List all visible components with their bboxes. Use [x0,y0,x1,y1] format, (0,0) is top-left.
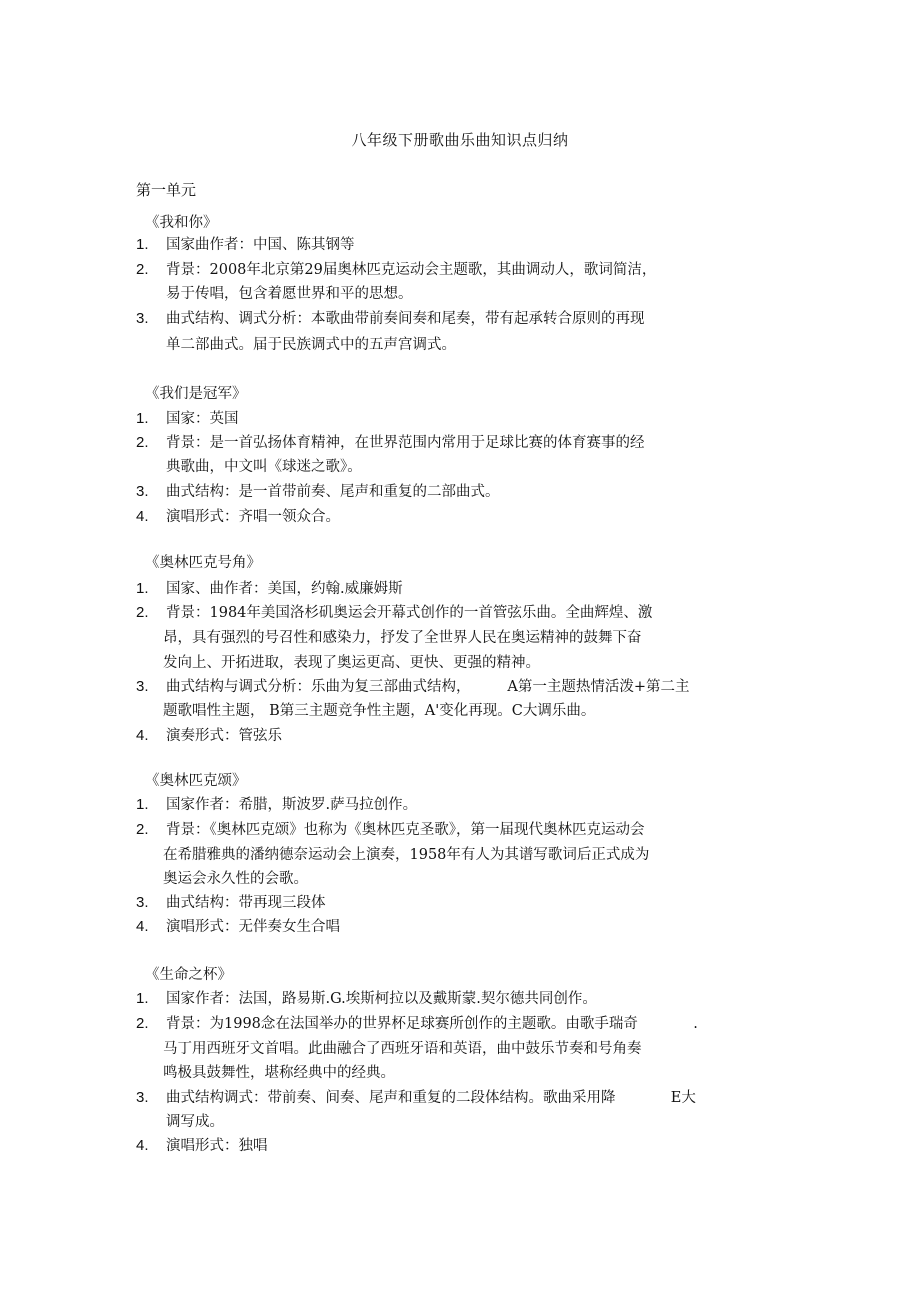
item-text-cont: 发向上、开拓进取，表现了奥运更高、更快、更强的精神。 [163,655,540,671]
song-title: 《我们是冠军》 [145,386,247,402]
document-title: 八年级下册歌曲乐曲知识点归纳 [351,131,569,149]
item-text: 曲式结构、调式分析：本歌曲带前奏间奏和尾奏，带有起承转合原则的再现 [166,311,645,327]
item-number: 1. [136,410,149,427]
item-number: 3. [136,1089,149,1106]
item-text: 国家作者：希腊，斯波罗.萨马拉创作。 [166,797,418,813]
item-text: 背景：《奥林匹克颂》也称为《奥林匹克圣歌》，第一届现代奥林匹克运动会 [166,822,645,838]
item-text: 背景：1984年美国洛杉矶奥运会开幕式创作的一首管弦乐曲。全曲辉煌、激 [166,605,653,621]
item-number: 2. [136,604,149,621]
item-number: 4. [136,1137,149,1154]
item-text-cont: 易于传唱，包含着愿世界和平的思想。 [166,286,413,302]
item-text-cont: 昂，具有强烈的号召性和感染力，抒发了全世界人民在奥运精神的鼓舞下奋 [163,630,642,646]
item-number: 1. [136,580,149,597]
item-text: 曲式结构与调式分析：乐曲为复三部曲式结构， A第一主题热情活泼+第二主 [166,679,690,695]
item-text: 国家曲作者：中国、陈其钢等 [166,237,355,253]
item-number: 3. [136,894,149,911]
item-text: 演唱形式：独唱 [166,1138,268,1154]
item-number: 4. [136,508,149,525]
item-text-cont: 题歌唱性主题， B第三主题竞争性主题，A'变化再现。C大调乐曲。 [163,703,596,719]
song-title: 《奥林匹克颂》 [145,773,247,789]
item-text-cont: 典歌曲，中文叫《球迷之歌》。 [166,459,362,475]
item-text: 背景：是一首弘扬体育精神，在世界范围内常用于足球比赛的体育赛事的经 [166,435,645,451]
item-number: 3. [136,678,149,695]
item-number: 3. [136,310,149,327]
item-text-cont: 鸣极具鼓舞性，堪称经典中的经典。 [163,1065,395,1081]
item-number: 2. [136,261,149,278]
item-text-cont: 奥运会永久性的会歌。 [163,871,308,887]
item-text: 国家作者：法国，路易斯.G.埃斯柯拉以及戴斯蒙.契尔德共同创作。 [166,991,597,1007]
item-text: 演奏形式：管弦乐 [166,728,282,744]
item-text: 曲式结构：带再现三段体 [166,895,326,911]
item-text-cont: 马丁用西班牙文首唱。此曲融合了西班牙语和英语，曲中鼓乐节奏和号角奏 [163,1041,642,1057]
item-text: 国家：英国 [166,411,239,427]
song-title: 《奥林匹克号角》 [145,555,261,571]
item-number: 3. [136,483,149,500]
item-number: 2. [136,821,149,838]
song-title: 《我和你》 [145,215,218,231]
song-title: 《生命之杯》 [145,967,232,983]
item-text: 国家、曲作者：美国，约翰.威廉姆斯 [166,581,403,597]
item-number: 1. [136,236,149,253]
unit-heading: 第一单元 [136,181,197,199]
item-text-cont: 在希腊雅典的潘纳德奈运动会上演奏，1958年有人为其谱写歌词后正式成为 [163,847,650,863]
item-number: 4. [136,918,149,935]
item-number: 1. [136,990,149,1007]
item-text: 曲式结构：是一首带前奏、尾声和重复的二部曲式。 [166,484,500,500]
item-text: 背景：2008年北京第29届奥林匹克运动会主题歌，其曲调动人，歌词简洁， [166,262,657,278]
item-text: 演唱形式：无伴奏女生合唱 [166,919,340,935]
item-text: 背景：为1998念在法国举办的世界杯足球赛所创作的主题歌。由歌手瑞奇 . [166,1016,698,1032]
item-number: 1. [136,796,149,813]
item-text-cont: 单二部曲式。届于民族调式中的五声宫调式。 [166,337,456,353]
item-number: 2. [136,1015,149,1032]
item-text: 曲式结构调式：带前奏、间奏、尾声和重复的二段体结构。歌曲采用降 E大 [166,1090,696,1106]
item-number: 4. [136,727,149,744]
item-number: 2. [136,434,149,451]
item-text: 演唱形式：齐唱一领众合。 [166,509,340,525]
item-text-cont: 调写成。 [166,1114,224,1130]
